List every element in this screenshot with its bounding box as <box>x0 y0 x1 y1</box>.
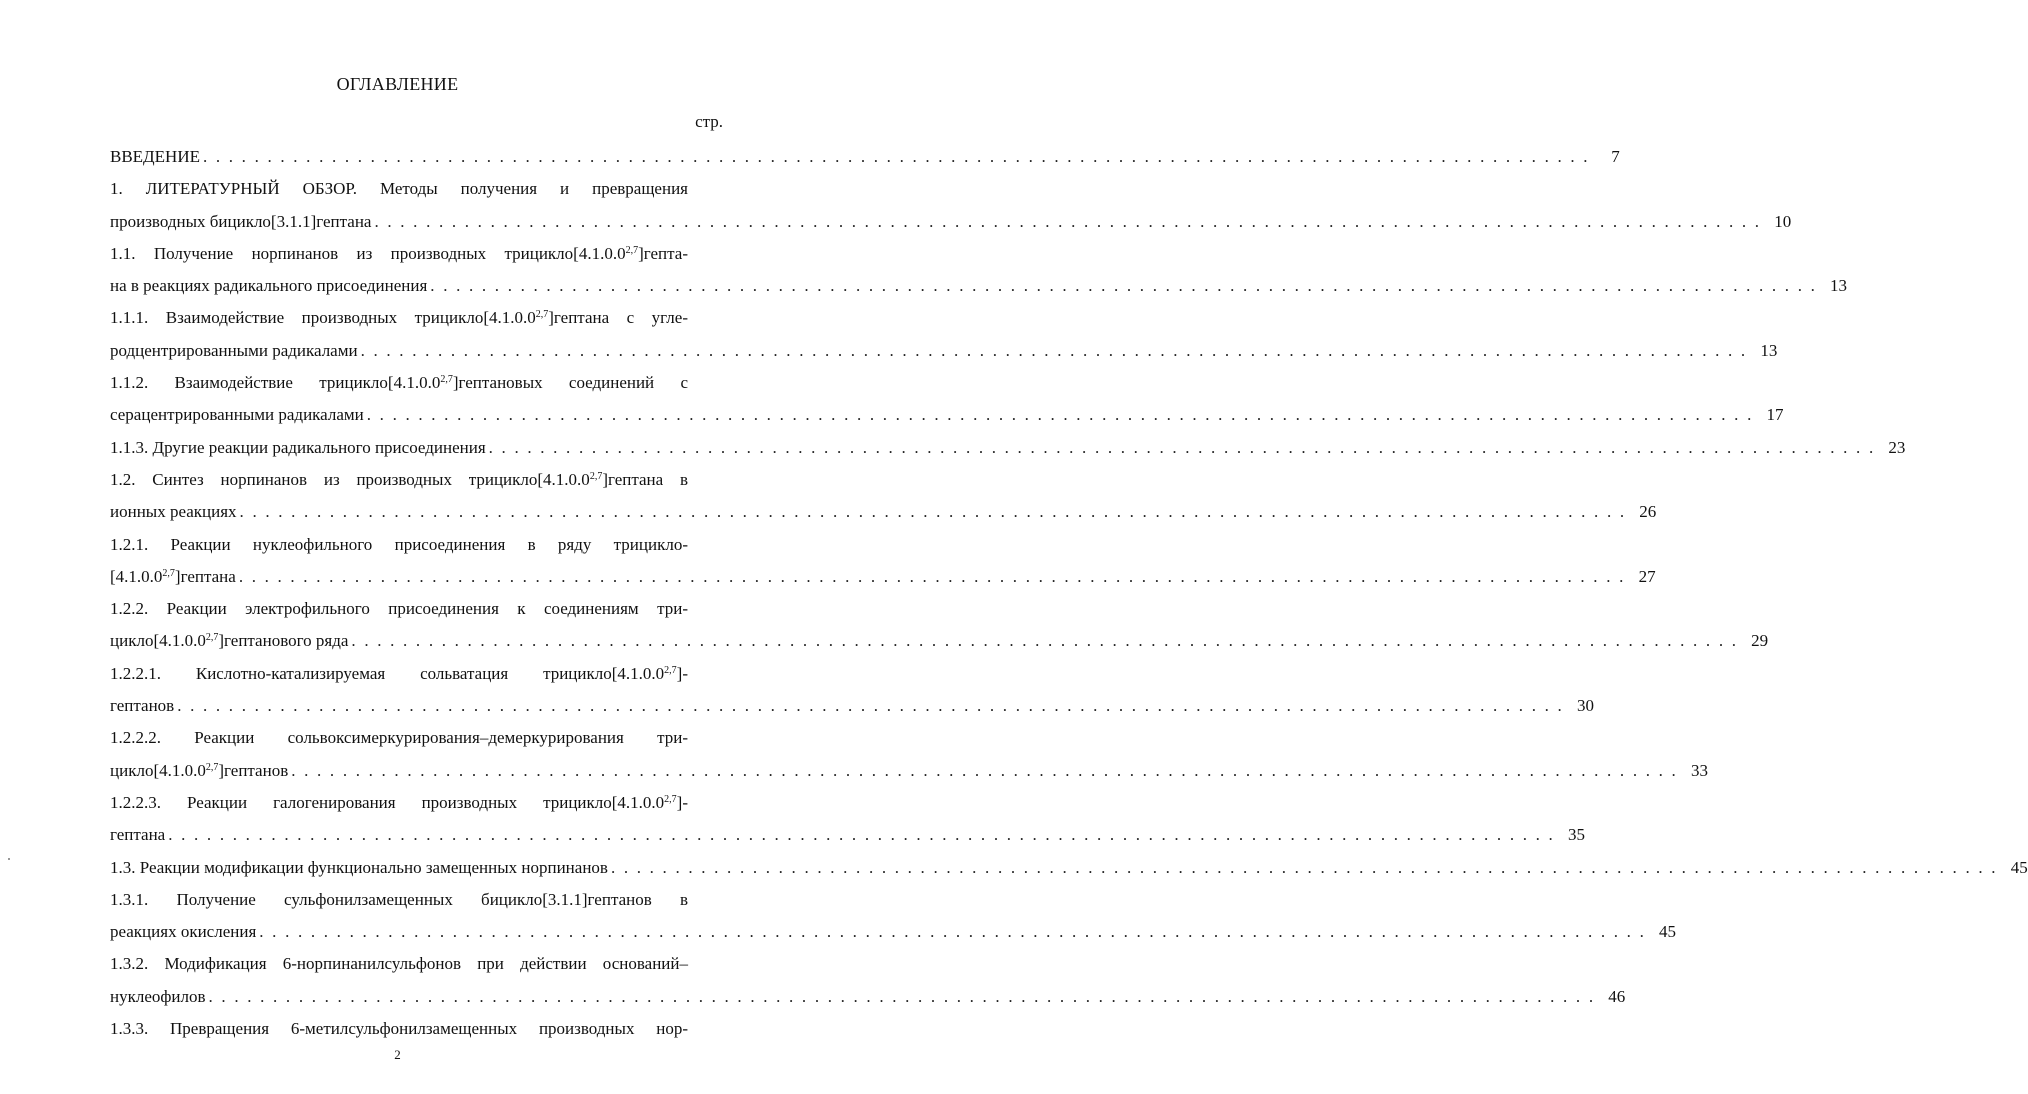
toc-entry-line-1 <box>110 173 688 205</box>
toc-entry-text: [4.1.0.0 <box>110 566 163 586</box>
dot-leader: . . . . . . . . . . . . . . . . . . . . . . . . . . . . . . . . . . . . . . . . . . . . . . . . . . . . . . . . . . . . . . . . . . . . . . . . . . . . . . . . . . . . . . . . . . . . . . . . . . . . . . . . . . . . <box>259 922 1647 942</box>
toc-entry-line-1 <box>110 658 688 690</box>
toc-entry-line-1 <box>110 593 688 625</box>
toc-entry-title <box>110 141 200 173</box>
toc-entry-line-2 <box>110 819 1585 851</box>
toc-entry-title <box>110 755 288 787</box>
toc-entry-text: 1.2.2. Реакции электрофильного присоединения к соединениям три- <box>110 599 688 619</box>
toc-entry <box>110 884 1677 949</box>
toc-entry-superscript: 2,7 <box>625 244 639 256</box>
toc-entry-title <box>110 432 486 464</box>
toc-entry <box>110 464 1657 529</box>
toc-entry-title <box>110 852 608 884</box>
toc-entry-title <box>110 335 358 367</box>
page-number: 2 <box>394 1047 401 1062</box>
toc-entry-text: ]гептана в <box>602 469 689 489</box>
toc-entry <box>110 432 1906 464</box>
toc-page-number: 7 <box>1611 147 1620 166</box>
toc-entry-superscript: 2,7 <box>162 567 175 579</box>
toc-page-number: 13 <box>1830 276 1848 296</box>
toc-entry-text: ]гептана с угле- <box>548 308 688 328</box>
toc-page-number: 33 <box>1690 760 1708 780</box>
toc-entry-text: ионных реакциях <box>110 502 237 522</box>
toc-entry-text: 1. ЛИТЕРАТУРНЫЙ ОБЗОР. Методы получения и превращения <box>110 179 688 199</box>
toc-entry-text: на в реакциях радикального присоединения <box>110 276 428 296</box>
toc-entry-text: родцентрированными радикалами <box>110 340 358 360</box>
dot-leader: . . . . . . . . . . . . . . . . . . . . . . . . . . . . . . . . . . . . . . . . . . . . . . . . . . . . . . . . . . . . . . . . . . . . . . . . . . . . . . . . . . . . . . . . . . . . . . . . . . . . . . . . . . . . <box>351 631 1739 651</box>
toc-entry-line-2 <box>110 432 1906 464</box>
toc-entry-text: ]гептанов <box>218 760 289 780</box>
toc-entry-text: серацентрированными радикалами <box>110 405 364 425</box>
toc-entry <box>110 593 1769 658</box>
toc-page-number: 17 <box>1766 405 1784 425</box>
toc-entry-line-1 <box>110 787 688 819</box>
toc-entry-text: гептана <box>110 825 166 845</box>
toc-page-number: 10 <box>1774 211 1792 231</box>
dot-leader: . . . . . . . . . . . . . . . . . . . . . . . . . . . . . . . . . . . . . . . . . . . . . . . . . . . . . . . . . . . . . . . . . . . . . . . . . . . . . . . . . . . . . . . . . . . . . . . . . . . . . . . . . . . . <box>430 276 1818 296</box>
toc-entry <box>110 173 1792 238</box>
toc-entry-line-2 <box>110 399 1784 431</box>
toc-page-number: 45 <box>2010 857 2028 877</box>
toc-entry-line-2 <box>110 270 1848 302</box>
toc-entry <box>110 852 2028 884</box>
toc-entry-line-1 <box>110 884 688 916</box>
toc-entry-title <box>110 981 206 1013</box>
toc-page-number: 26 <box>1639 502 1657 522</box>
toc-page-number: 27 <box>1638 566 1656 586</box>
toc-entry-line-2 <box>110 625 1769 657</box>
toc-entry-superscript: 2,7 <box>440 374 453 386</box>
toc-entry-superscript: 2,7 <box>535 309 549 321</box>
toc-entry-line-1 <box>110 948 688 980</box>
toc-entry-text: ]- <box>676 663 688 683</box>
toc-entry-title <box>110 561 236 593</box>
toc-entry-text: 1.2.2.2. Реакции сольвоксимеркурирования–демеркурирования три- <box>110 728 688 748</box>
toc-entry-text: нуклеофилов <box>110 986 206 1006</box>
toc-page-number: 23 <box>1888 437 1906 457</box>
toc-entry-line-1 <box>110 1013 688 1045</box>
toc-entry-text: ]- <box>676 792 688 812</box>
table-of-contents <box>110 141 2028 1045</box>
toc-entry-title <box>110 819 165 851</box>
dot-leader: . . . . . . . . . . . . . . . . . . . . . . . . . . . . . . . . . . . . . . . . . . . . . . . . . . . . . . . . . . . . . . . . . . . . . . . . . . . . . . . . . . . . . . . . . . . . . . . . . . . . . . . . . . . . <box>208 986 1596 1006</box>
toc-entry-title <box>110 496 237 528</box>
toc-entry-superscript: 2,7 <box>205 632 219 644</box>
toc-entry-line-2 <box>110 206 1792 238</box>
toc-entry <box>110 367 1784 432</box>
toc-entry-title <box>110 206 371 238</box>
dot-leader: . . . . . . . . . . . . . . . . . . . . . . . . . . . . . . . . . . . . . . . . . . . . . . . . . . . . . . . . . . . . . . . . . . . . . . . . . . . . . . . . . . . . . . . . . . . . . . . . . . . . . . . . . . . . <box>177 696 1564 716</box>
toc-entry-text: ]гептана <box>174 566 236 586</box>
toc-entry <box>110 141 1620 173</box>
toc-entry-text: 1.1.1. Взаимодействие производных трицикло[4.1.0.0 <box>110 308 536 328</box>
toc-entry-superscript: 2,7 <box>589 470 603 482</box>
dot-leader: . . . . . . . . . . . . . . . . . . . . . . . . . . . . . . . . . . . . . . . . . . . . . . . . . . . . . . . . . . . . . . . . . . . . . . . . . . . . . . . . . . . . . . . . . . . . . . . . . . . . . . . . . . . . <box>239 502 1627 522</box>
toc-entry-text: 1.3.2. Модификация 6-норпинанилсульфонов при действии оснований– <box>110 954 688 974</box>
toc-entry-line-1 <box>110 722 688 754</box>
toc-entry-text: гептанов <box>110 696 175 716</box>
toc-entry-line-1 <box>110 464 688 496</box>
toc-entry-text: реакциях окисления <box>110 922 257 942</box>
toc-entry <box>110 948 1626 1013</box>
toc-entry-text: 1.3.3. Превращения 6-метилсульфонилзамещенных производных нор- <box>110 1019 688 1039</box>
toc-entry-text: ВВЕДЕНИЕ <box>110 147 200 166</box>
toc-page-number: 30 <box>1576 696 1594 716</box>
toc-entry-text: 1.1. Получение норпинанов из производных трицикло[4.1.0.0 <box>110 243 626 263</box>
toc-entry-superscript: 2,7 <box>664 664 677 676</box>
toc-page-number: 45 <box>1659 922 1677 942</box>
toc-entry-title <box>110 690 174 722</box>
toc-entry-text: ]гептанового ряда <box>218 631 349 651</box>
toc-entry <box>110 658 1594 723</box>
toc-entry-line-1 <box>110 238 688 270</box>
toc-page-number: 46 <box>1608 986 1626 1006</box>
dot-leader: . . . . . . . . . . . . . . . . . . . . . . . . . . . . . . . . . . . . . . . . . . . . . . . . . . . . . . . . . . . . . . . . . . . . . . . . . . . . . . . . . . . . . . . . . . . . . . . . . . . . . . . . . . . . <box>374 211 1762 231</box>
toc-entry-line-2 <box>110 916 1677 948</box>
dot-leader: . . . . . . . . . . . . . . . . . . . . . . . . . . . . . . . . . . . . . . . . . . . . . . . . . . . . . . . . . . . . . . . . . . . . . . . . . . . . . . . . . . . . . . . . . . . . . . . . . . . . . . . . . . . . <box>238 566 1626 586</box>
toc-entry-line-2 <box>110 496 1657 528</box>
toc-entry <box>110 787 1585 852</box>
toc-entry-line-2 <box>110 561 1656 593</box>
dot-leader: . . . . . . . . . . . . . . . . . . . . . . . . . . . . . . . . . . . . . . . . . . . . . . . . . . . . . . . . . . . . . . . . . . . . . . . . . . . . . . . . . . . . . . . . . . . . . . . . . . . . . . . . . . . . <box>610 857 1998 877</box>
dot-leader: . . . . . . . . . . . . . . . . . . . . . . . . . . . . . . . . . . . . . . . . . . . . . . . . . . . . . . . . . . . . . . . . . . . . . . . . . . . . . . . . . . . . . . . . . . . . . . . . . . . . . . . . . . . . <box>291 760 1678 780</box>
toc-entry-text: 1.2.1. Реакции нуклеофильного присоединения в ряду трицикло- <box>110 534 688 554</box>
toc-entry-text: 1.3.1. Получение сульфонилзамещенных бицикло[3.1.1]гептанов в <box>110 889 688 909</box>
toc-entry-text: 1.1.2. Взаимодействие трицикло[4.1.0.0 <box>110 373 441 393</box>
toc-entry <box>110 722 1708 787</box>
dot-leader: . . . . . . . . . . . . . . . . . . . . . . . . . . . . . . . . . . . . . . . . . . . . . . . . . . . . . . . . . . . . . . . . . . . . . . . . . . . . . . . . . . . . . . . . . . . . . . . . . . . . . . . . . . . . <box>488 437 1876 457</box>
toc-entry-line-2 <box>110 141 1620 173</box>
toc-entry-superscript: 2,7 <box>664 793 677 805</box>
dot-leader: . . . . . . . . . . . . . . . . . . . . . . . . . . . . . . . . . . . . . . . . . . . . . . . . . . . . . . . . . . . . . . . . . . . . . . . . . . . . . . . . . . . . . . . . . . . . . . . . . . . . . . . . . . . . <box>168 825 1555 845</box>
toc-page-number: 13 <box>1760 340 1778 360</box>
toc-entry-title <box>110 399 364 431</box>
toc-entry <box>110 1013 688 1045</box>
toc-entry-line-2 <box>110 690 1594 722</box>
toc-entry-text: 1.2. Синтез норпинанов из производных трицикло[4.1.0.0 <box>110 469 590 489</box>
toc-entry-text: цикло[4.1.0.0 <box>110 631 206 651</box>
toc-entry-line-2 <box>110 852 2028 884</box>
toc-entry-text: 1.1.3. Другие реакции радикального присоединения <box>110 437 486 457</box>
toc-entry-superscript: 2,7 <box>205 761 219 773</box>
toc-entry-text: 1.2.2.1. Кислотно-катализируемая сольватация трицикло[4.1.0.0 <box>110 663 665 683</box>
toc-page-number: 35 <box>1567 825 1585 845</box>
page-column-label: стр. <box>695 112 723 131</box>
toc-entry-title <box>110 916 256 948</box>
dot-leader: . . . . . . . . . . . . . . . . . . . . . . . . . . . . . . . . . . . . . . . . . . . . . . . . . . . . . . . . . . . . . . . . . . . . . . . . . . . . . . . . . . . . . . . . . . . . . . . . . . . . . . . . . . . . <box>366 405 1754 425</box>
toc-entry-line-1 <box>110 302 688 334</box>
page-title: ОГЛАВЛЕНИЕ <box>336 74 459 94</box>
toc-entry-line-1 <box>110 367 688 399</box>
toc-entry-title <box>110 625 348 657</box>
toc-entry-text: 1.3. Реакции модификации функционально замещенных норпинанов <box>110 857 608 877</box>
toc-entry-text: ]гептановых соединений с <box>452 373 688 393</box>
dot-leader: . . . . . . . . . . . . . . . . . . . . . . . . . . . . . . . . . . . . . . . . . . . . . . . . . . . . . . . . . . . . . . . . . . . . . . . . . . . . . . . . . . . . . . . . . . . . . . . . . . . . . . . . . . . . <box>202 147 1590 166</box>
toc-entry-text: ]гепта- <box>638 243 688 263</box>
scan-speck <box>8 858 10 860</box>
toc-entry-line-2 <box>110 755 1708 787</box>
toc-entry <box>110 529 1656 594</box>
dot-leader: . . . . . . . . . . . . . . . . . . . . . . . . . . . . . . . . . . . . . . . . . . . . . . . . . . . . . . . . . . . . . . . . . . . . . . . . . . . . . . . . . . . . . . . . . . . . . . . . . . . . . . . . . . . . <box>360 340 1748 360</box>
toc-entry-text: производных бицикло[3.1.1]гептана <box>110 211 372 231</box>
toc-entry-text: 1.2.2.3. Реакции галогенирования производных трицикло[4.1.0.0 <box>110 792 665 812</box>
toc-entry-line-1 <box>110 529 688 561</box>
toc-entry-line-2 <box>110 981 1626 1013</box>
toc-entry-line-2 <box>110 335 1778 367</box>
toc-entry-text: цикло[4.1.0.0 <box>110 760 206 780</box>
toc-page-number: 29 <box>1751 631 1769 651</box>
toc-entry-title <box>110 270 427 302</box>
toc-entry <box>110 302 1778 367</box>
toc-entry <box>110 238 1848 303</box>
